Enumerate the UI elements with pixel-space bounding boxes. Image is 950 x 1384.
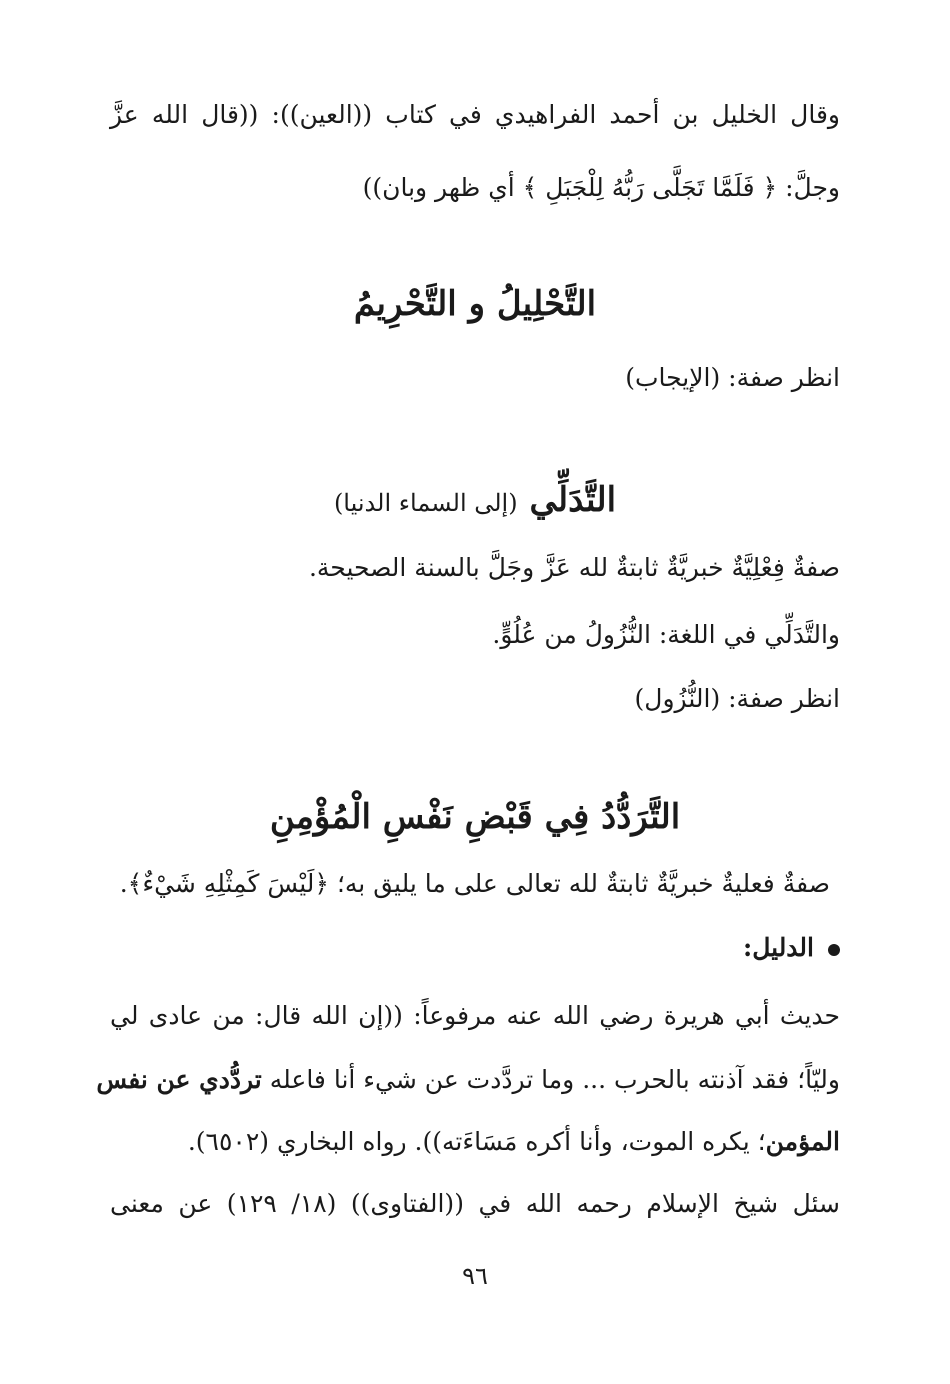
evidence-label: الدليل:	[742, 933, 814, 962]
see-reference-nuzul: انظر صفة: (النُّزُول)	[634, 684, 840, 713]
section-title-taraddud: التَّرَدُّدُ فِي قَبْضِ نَفْسِ الْمُؤْمِنِ	[269, 797, 681, 837]
tadalli-linguistic: والتَّدَلِّي في اللغة: النُّزُولُ من عُلُوٍّ.	[492, 620, 840, 649]
hadith-line-3-rest: ؛ يكره الموت، وأنا أكره مَسَاءَته)). رواه البخاري (٦٥٠٢).	[187, 1127, 766, 1156]
hadith-line-3	[110, 1124, 840, 1160]
section-title-tahlil: التَّحْلِيلُ و التَّحْرِيمُ	[353, 284, 597, 324]
bullet-icon	[828, 944, 840, 956]
tadalli-title: التَّدَلِّي	[529, 480, 617, 520]
document-page	[96, 0, 841, 1384]
tadalli-subtitle: (إلى السماء الدنيا)	[333, 489, 518, 517]
evidence-heading	[110, 930, 840, 966]
section-title-tadalli	[110, 478, 840, 525]
hadith-line-2-emphasis: تردُّدي عن نفس	[96, 1065, 262, 1094]
intro-line-1: وقال الخليل بن أحمد الفراهيدي في كتاب ((العين)): ((قال الله عزَّ	[110, 100, 840, 129]
tadalli-definition: صفةٌ فِعْلِيَّةٌ خبريَّةٌ ثابتةٌ لله عَزَّ وجَلَّ بالسنة الصحيحة.	[308, 553, 840, 582]
see-reference-ijab: انظر صفة: (الإيجاب)	[625, 363, 840, 392]
page-number: ٩٦	[462, 1262, 488, 1290]
taraddud-description: صفةٌ فعليةٌ خبريَّةٌ ثابتةٌ لله تعالى على ما يليق به؛ ﴿لَيْسَ كَمِثْلِهِ شَيْءٌ﴾.	[119, 869, 830, 898]
hadith-line-1: حديث أبي هريرة رضي الله عنه مرفوعاً: ((إن الله قال: من عادى لي	[110, 1001, 840, 1030]
intro-line-2: وجلَّ: ﴿ فَلَمَّا تَجَلَّى رَبُّهُ لِلْجَبَلِ ﴾ أي ظهر وبان))	[362, 173, 840, 202]
fatawa-line: سئل شيخ الإسلام رحمه الله في ((الفتاوى)) (١٨/ ١٢٩) عن معنى	[110, 1189, 841, 1218]
hadith-line-3-emphasis: المؤمن	[765, 1127, 840, 1156]
hadith-line-2-start: وليّاً؛ فقد آذنته بالحرب ... وما تردَّدت عن شيء أنا فاعله	[269, 1065, 840, 1094]
hadith-line-2	[96, 1062, 840, 1098]
